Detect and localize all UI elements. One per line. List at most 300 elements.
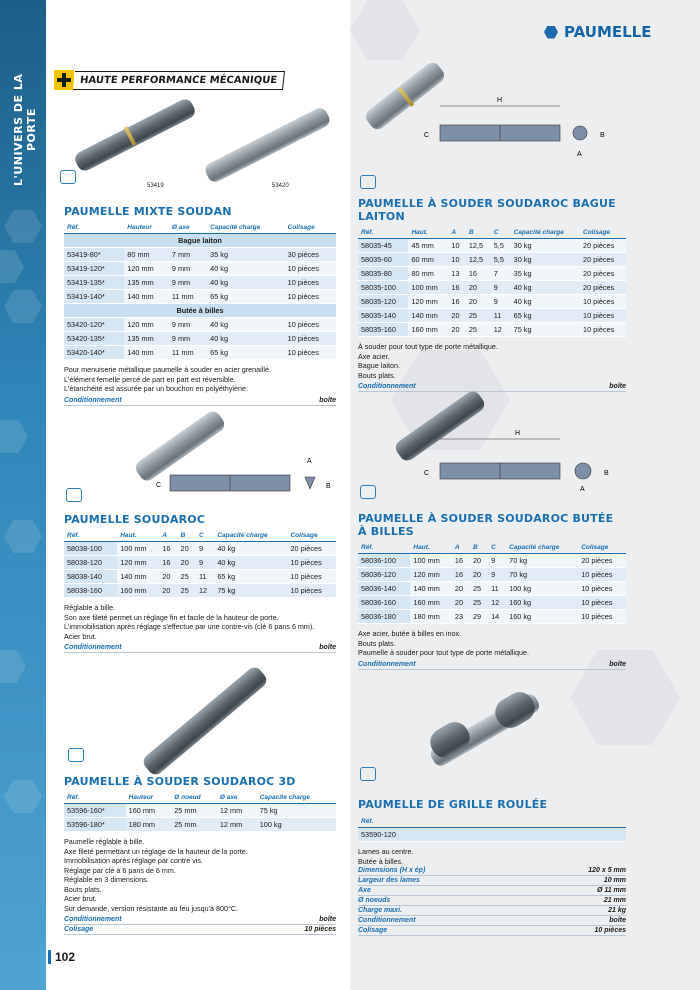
butee-table: [358, 542, 626, 624]
table-cell: 10 pièces: [578, 610, 626, 624]
dim-h: H: [515, 430, 521, 437]
table-cell: 40 kg: [207, 332, 284, 346]
dim-c: C: [156, 482, 162, 489]
packaging-label: Conditionnement: [358, 660, 416, 668]
description-line: Sur demande, version résistante au feu jusqu'à 800°C.: [64, 903, 239, 913]
table-cell: 16: [466, 267, 491, 281]
table-row: [64, 584, 336, 598]
table-cell: 65 kg: [207, 346, 284, 360]
spec-row: [358, 906, 626, 916]
packaging-row: [64, 643, 336, 653]
packaging-value: boîte: [319, 396, 336, 404]
section-title: PAUMELLE À SOUDER SOUDAROC 3D: [64, 775, 296, 788]
table-cell: 9 mm: [169, 262, 207, 276]
column-header: C: [491, 227, 511, 239]
group-row: [64, 304, 336, 318]
table-cell: 16: [159, 556, 177, 570]
description: [64, 365, 336, 394]
reference-cell: 53596-180*: [64, 818, 126, 832]
table-cell: 40 kg: [511, 295, 580, 309]
table-row: [64, 818, 336, 832]
table-row: [358, 267, 626, 281]
table-cell: 70 kg: [506, 554, 578, 568]
column-header: B: [178, 530, 196, 542]
hex-decoration: [4, 290, 42, 323]
column-header: Hauteur: [124, 222, 169, 234]
table-row: [64, 346, 336, 360]
performance-banner: [54, 70, 284, 90]
spec-label: Conditionnement: [358, 917, 416, 924]
spec-row: [358, 866, 626, 876]
hex-decoration: [350, 0, 420, 60]
caption-53420: 53420: [272, 183, 289, 189]
spec-value: Ø 11 mm: [596, 887, 626, 894]
column-header: B: [466, 227, 491, 239]
spec-value: 120 x 5 mm: [588, 867, 626, 874]
reference-cell: 58035-140: [358, 309, 408, 323]
table-cell: 7 mm: [169, 248, 207, 262]
hexagon-icon: [544, 26, 558, 39]
table-cell: 140 mm: [124, 346, 169, 360]
table-cell: 75 kg: [214, 584, 287, 598]
column-header: Réf.: [64, 530, 117, 542]
table-cell: 25: [466, 309, 491, 323]
table-cell: 13: [448, 267, 465, 281]
product-image-53420: [200, 100, 335, 180]
table-cell: 9 mm: [169, 332, 207, 346]
reference-cell: 58035-45: [358, 239, 408, 253]
table-row: [64, 556, 336, 570]
hex-decoration: [0, 650, 26, 683]
column-header: A: [448, 227, 465, 239]
spec-row: [358, 916, 626, 926]
table-cell: 120 mm: [124, 318, 169, 332]
table-cell: 30 kg: [511, 239, 580, 253]
table-cell: 12: [196, 584, 214, 598]
table-cell: 9: [196, 556, 214, 570]
dim-a: A: [307, 458, 312, 465]
table-cell: 160 mm: [408, 323, 448, 337]
table-row: [64, 332, 336, 346]
section-butee-billes: [358, 512, 626, 670]
reference-cell: 58036-140: [358, 582, 410, 596]
reference-cell: 53419-135*: [64, 276, 124, 290]
product-image-soudaroc-3d: [130, 670, 280, 770]
reference-cell: 53419-120*: [64, 262, 124, 276]
table-cell: 20: [466, 295, 491, 309]
column-header: Réf.: [358, 542, 410, 554]
table-cell: 10 pièces: [578, 582, 626, 596]
table-row: [64, 262, 336, 276]
table-cell: 12,5: [466, 253, 491, 267]
table-cell: 40 kg: [511, 281, 580, 295]
table-cell: 10 pièces: [285, 332, 336, 346]
spec-label: Largeur des lames: [358, 877, 420, 884]
hex-decoration: [0, 250, 24, 283]
spec-label: Conditionnement: [64, 916, 122, 923]
description-line: Pour menuiserie métallique paumelle à souder en acier grenaillé.: [64, 365, 271, 374]
table-cell: 16: [159, 542, 177, 556]
dim-c: C: [424, 470, 430, 477]
table-cell: 20: [448, 323, 465, 337]
table-row: [358, 568, 626, 582]
description-line: Réglable à bille.: [64, 603, 116, 612]
reference-cell: 53596-160*: [64, 804, 126, 818]
description: [358, 342, 626, 380]
reference-cell: 58035-80: [358, 267, 408, 281]
reference-cell: 58036-120: [358, 568, 410, 582]
reference-cell: 58035-100: [358, 281, 408, 295]
hex-decoration: [0, 420, 28, 453]
packaging-row: [64, 396, 336, 406]
column-header: Capacité charge: [207, 222, 284, 234]
section-soudaroc-3d: [64, 775, 336, 935]
table-row: [64, 542, 336, 556]
table-row: [358, 554, 626, 568]
reference-cell: 58036-180: [358, 610, 410, 624]
reference-cell: 53420-140*: [64, 346, 124, 360]
description-line: L'élément femelle percé de part en part est réversible.: [64, 374, 236, 384]
table-row: [358, 596, 626, 610]
table-cell: 80 mm: [124, 248, 169, 262]
table-cell: 9: [488, 568, 506, 582]
spec-row: [358, 876, 626, 886]
description-line: Acier brut.: [64, 894, 97, 903]
table-cell: 140 mm: [124, 290, 169, 304]
table-cell: 10 pièces: [580, 295, 626, 309]
table-cell: 10: [448, 239, 465, 253]
packaging-value: boîte: [319, 644, 336, 651]
column-header: B: [470, 542, 488, 554]
table-cell: 11: [488, 582, 506, 596]
column-header: Colisage: [285, 222, 336, 234]
table-cell: 135 mm: [124, 332, 169, 346]
spec-row: [358, 886, 626, 896]
description-line: Réglable en 3 dimensions.: [64, 875, 149, 884]
table-cell: 40 kg: [207, 276, 284, 290]
column-header: Réf.: [64, 792, 126, 804]
mixte-table: [64, 222, 336, 360]
column-header: Haut.: [117, 530, 159, 542]
description-line: L'étanchéité est assurée par un bouchon en polyéthylène.: [64, 384, 248, 393]
soudaroc-table: [64, 530, 336, 598]
table-cell: 180 mm: [126, 818, 172, 832]
table-cell: 100 kg: [257, 818, 336, 832]
table-cell: 12,5: [466, 239, 491, 253]
table-cell: 140 mm: [410, 582, 451, 596]
table-cell: 12: [488, 596, 506, 610]
spec-value: boîte: [609, 917, 626, 924]
table-cell: 11 mm: [169, 346, 207, 360]
reference-cell: 58038-100: [64, 542, 117, 556]
table-cell: 80 mm: [408, 267, 448, 281]
dim-h: H: [497, 97, 503, 104]
table-cell: 11 mm: [169, 290, 207, 304]
table-cell: 35 kg: [207, 248, 284, 262]
table-cell: 5,5: [491, 253, 511, 267]
group-label: Butée à billes: [64, 304, 336, 318]
packaging-label: Conditionnement: [358, 383, 416, 390]
description-line: Axe fileté permettant un réglage de la hauteur de la porte.: [64, 846, 248, 856]
reference-cell: 53590-120: [358, 828, 626, 842]
description: [358, 629, 626, 658]
column-header: Colisage: [287, 530, 336, 542]
table-cell: 20 pièces: [287, 542, 336, 556]
table-cell: 20: [452, 596, 470, 610]
table-cell: 45 mm: [408, 239, 448, 253]
table-cell: 9: [196, 542, 214, 556]
table-cell: 9 mm: [169, 276, 207, 290]
table-cell: 10 pièces: [287, 570, 336, 584]
spec-row: [64, 925, 336, 935]
table-cell: 100 kg: [506, 582, 578, 596]
table-row: [64, 318, 336, 332]
reference-cell: 58035-120: [358, 295, 408, 309]
table-cell: 25 mm: [171, 818, 217, 832]
reference-cell: 53420-135*: [64, 332, 124, 346]
product-image-grille-roulee: [425, 690, 545, 770]
column-header: A: [452, 542, 470, 554]
table-row: [358, 281, 626, 295]
reference-cell: 53419-140*: [64, 290, 124, 304]
table-cell: 20: [452, 582, 470, 596]
spec-row: [64, 915, 336, 925]
description-line: À souder pour tout type de porte métallique.: [358, 342, 498, 351]
table-cell: 140 mm: [408, 309, 448, 323]
description-line: Axe acier, butée à billes en inox.: [358, 629, 462, 638]
column-header: Ø axe: [217, 792, 257, 804]
description-line: Son axe fileté permet un réglage fin et facile de la hauteur de porte.: [64, 612, 279, 622]
table-cell: 25: [178, 584, 196, 598]
description-line: Lames au centre.: [358, 847, 414, 856]
column-header: Hauteur: [126, 792, 172, 804]
soudaroc-3d-table: [64, 792, 336, 832]
header-title: PAUMELLE: [564, 23, 652, 41]
table-cell: 40 kg: [214, 556, 287, 570]
section-bague-laiton: [358, 197, 626, 392]
table-cell: 10 pièces: [287, 556, 336, 570]
reference-cell: 58038-140: [64, 570, 117, 584]
table-row: [358, 309, 626, 323]
table-cell: 10 pièces: [285, 318, 336, 332]
table-cell: 10 pièces: [580, 323, 626, 337]
spec-label: Colisage: [64, 926, 94, 933]
column-header: Capacité charge: [506, 542, 578, 554]
grille-table: [358, 816, 626, 842]
table-cell: 16: [448, 281, 465, 295]
description-line: Immobilisation après réglage par contre vis.: [64, 856, 204, 865]
table-cell: 10: [448, 253, 465, 267]
column-header: Colisage: [578, 542, 626, 554]
table-cell: 160 mm: [410, 596, 451, 610]
table-cell: 135 mm: [124, 276, 169, 290]
spec-label: Dimensions (H x ép): [358, 867, 426, 874]
packaging-value: boîte: [609, 383, 626, 390]
table-cell: 29: [470, 610, 488, 624]
description-line: Acier brut.: [64, 631, 97, 641]
spec-row: [358, 896, 626, 906]
table-cell: 120 mm: [410, 568, 451, 582]
table-cell: 20 pièces: [578, 554, 626, 568]
dim-a: A: [577, 151, 582, 158]
table-row: [358, 239, 626, 253]
table-cell: 12 mm: [217, 818, 257, 832]
column-header: Réf.: [64, 222, 124, 234]
packaging-row: [358, 660, 626, 670]
certification-badge-icon: [360, 767, 376, 781]
table-row: [64, 276, 336, 290]
table-cell: 20: [448, 309, 465, 323]
description: [64, 837, 336, 913]
banner-label: HAUTE PERFORMANCE MÉCANIQUE: [73, 71, 285, 90]
table-cell: 23: [452, 610, 470, 624]
packaging-label: Conditionnement: [64, 644, 122, 651]
table-cell: 100 mm: [117, 542, 159, 556]
table-cell: 11: [491, 309, 511, 323]
plus-icon: [54, 70, 74, 90]
spec-list: [64, 915, 336, 935]
dim-b: B: [604, 470, 609, 477]
table-cell: 7: [491, 267, 511, 281]
table-cell: 20 pièces: [580, 239, 626, 253]
description-line: Réglage par clé à 6 pans de 6 mm.: [64, 865, 176, 875]
column-header: C: [488, 542, 506, 554]
table-cell: 25: [470, 582, 488, 596]
reference-cell: 58038-120: [64, 556, 117, 570]
bague-schematic: [420, 92, 620, 162]
column-header: Capacité charge: [214, 530, 287, 542]
column-header: Haut.: [408, 227, 448, 239]
table-cell: 10 pièces: [285, 346, 336, 360]
table-cell: 16: [452, 568, 470, 582]
packaging-value: boîte: [609, 660, 626, 668]
table-cell: 10 pièces: [578, 596, 626, 610]
description-line: L'immobilisation après réglage s'effectue par une contre-vis (clé 6 pans 6 mm).: [64, 622, 315, 631]
table-cell: 65 kg: [214, 570, 287, 584]
table-cell: 40 kg: [207, 318, 284, 332]
description-line: Axe acier.: [358, 351, 390, 361]
spec-label: Axe: [358, 887, 371, 894]
table-cell: 120 mm: [117, 556, 159, 570]
reference-cell: 53420-120*: [64, 318, 124, 332]
reference-cell: 58036-160: [358, 596, 410, 610]
page-number: 102: [48, 950, 75, 964]
table-row: [64, 570, 336, 584]
column-header: Capacité charge: [257, 792, 336, 804]
column-header: Ø axe: [169, 222, 207, 234]
section-title: PAUMELLE À SOUDER SOUDAROC BAGUE LAITON: [358, 197, 616, 223]
table-row: [64, 804, 336, 818]
description-line: Bouts plats.: [64, 884, 102, 894]
table-row: [358, 295, 626, 309]
dim-a: A: [580, 486, 585, 493]
spec-label: Charge maxi.: [358, 907, 402, 914]
table-cell: 20: [178, 556, 196, 570]
table-cell: 60 mm: [408, 253, 448, 267]
table-cell: 75 kg: [257, 804, 336, 818]
section-title: PAUMELLE MIXTE SOUDAN: [64, 205, 232, 218]
group-row: [64, 234, 336, 248]
table-cell: 20: [466, 281, 491, 295]
table-row: [358, 582, 626, 596]
reference-cell: 58038-160: [64, 584, 117, 598]
section-mixte-soudan: [64, 205, 336, 406]
table-cell: 35 kg: [511, 267, 580, 281]
table-cell: 75 kg: [511, 323, 580, 337]
certification-badge-icon: [68, 748, 84, 762]
description-line: Bouts plats.: [358, 638, 396, 648]
description: [358, 847, 626, 866]
section-title: PAUMELLE SOUDAROC: [64, 513, 206, 526]
certification-badge-icon: [60, 170, 76, 184]
table-cell: 11: [196, 570, 214, 584]
spec-label: Colisage: [358, 927, 388, 934]
butee-schematic: [420, 425, 620, 495]
section-grille-roulee: [358, 798, 626, 936]
table-row: [64, 290, 336, 304]
hex-decoration: [4, 520, 42, 553]
spec-row: [358, 926, 626, 936]
table-cell: 25: [466, 323, 491, 337]
column-header: Haut.: [410, 542, 451, 554]
table-cell: 180 mm: [410, 610, 451, 624]
dim-c: C: [424, 132, 430, 139]
table-cell: 16: [448, 295, 465, 309]
table-cell: 9: [491, 281, 511, 295]
section-soudaroc: [64, 513, 336, 653]
reference-cell: 58035-60: [358, 253, 408, 267]
hex-decoration: [4, 780, 42, 813]
certification-badge-icon: [66, 488, 82, 502]
soudaroc-schematic: [150, 455, 340, 505]
table-cell: 20: [470, 568, 488, 582]
column-header: Ø noeud: [171, 792, 217, 804]
table-cell: 20: [159, 570, 177, 584]
table-cell: 100 mm: [410, 554, 451, 568]
table-row: [358, 323, 626, 337]
dim-b: B: [326, 483, 331, 490]
table-cell: 25: [470, 596, 488, 610]
table-cell: 30 kg: [511, 253, 580, 267]
reference-cell: 58035-160: [358, 323, 408, 337]
table-cell: 20 pièces: [580, 281, 626, 295]
table-cell: 20: [159, 584, 177, 598]
header-tab: [544, 20, 651, 44]
spec-value: 10 pièces: [594, 927, 626, 934]
spec-label: Ø noeuds: [358, 897, 391, 904]
section-title: PAUMELLE À SOUDER SOUDAROC BUTÉE À BILLES: [358, 512, 614, 538]
table-cell: 160 kg: [506, 610, 578, 624]
table-cell: 100 mm: [408, 281, 448, 295]
table-cell: 5,5: [491, 239, 511, 253]
group-label: Bague laiton: [64, 234, 336, 248]
table-cell: 65 kg: [207, 290, 284, 304]
table-cell: 10 pièces: [287, 584, 336, 598]
column-header: Colisage: [580, 227, 626, 239]
table-cell: 120 mm: [124, 262, 169, 276]
bague-table: [358, 227, 626, 337]
table-cell: 10 pièces: [578, 568, 626, 582]
description: [64, 603, 336, 641]
table-cell: 10 pièces: [285, 276, 336, 290]
dim-b: B: [600, 132, 605, 139]
spec-value: 21 mm: [603, 897, 626, 904]
table-cell: 9: [491, 295, 511, 309]
packaging-label: Conditionnement: [64, 396, 122, 404]
caption-53419: 53419: [147, 183, 164, 189]
table-cell: 9: [488, 554, 506, 568]
table-cell: 30 pièces: [285, 248, 336, 262]
